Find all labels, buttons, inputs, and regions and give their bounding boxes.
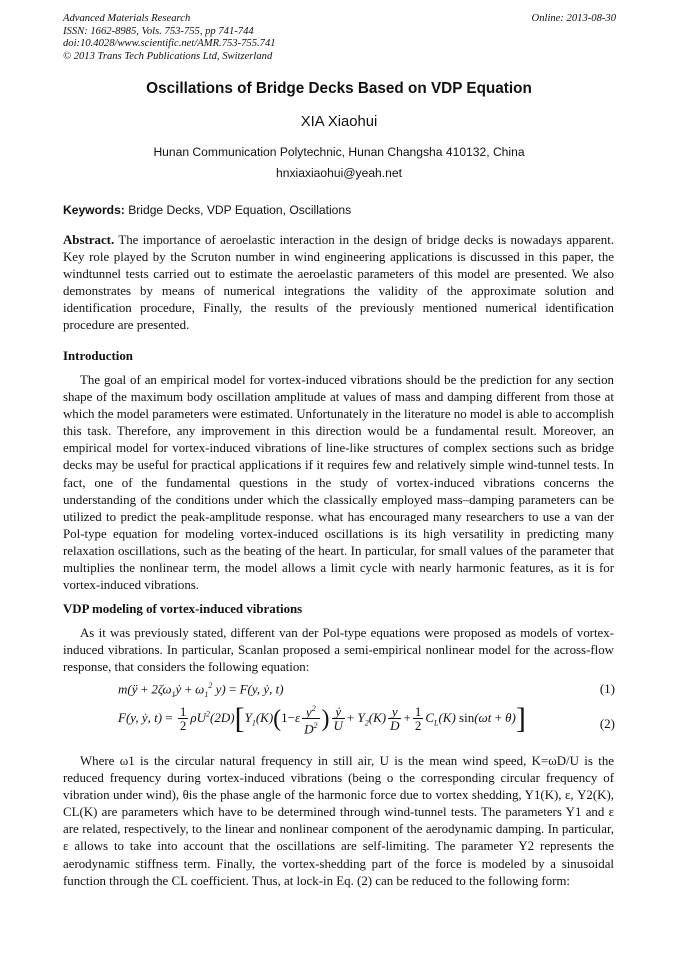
vdp-intro-text: As it was previously stated, different van der Pol-type equations were proposed as models of vortex-induced vibrations. In particular, Scanlan proposed a semi-empirical nonlinear model for the across-flow response, that considers the following equation: bbox=[63, 626, 614, 675]
paper-title: Oscillations of Bridge Decks Based on VDP Equation bbox=[146, 80, 532, 97]
journal-name: Advanced Materials Research bbox=[63, 13, 191, 24]
vdp-explanation bbox=[63, 753, 614, 890]
introduction-heading: Introduction bbox=[63, 349, 133, 363]
introduction-body bbox=[63, 372, 614, 594]
issn-line: ISSN: 1662-8985, Vols. 753-755, pp 741-744 bbox=[63, 25, 254, 37]
vdp-intro bbox=[63, 625, 614, 676]
equation-1: m(ÿ + $2\zeta\omega_1ẏ + \omega_1^2$ y) = F(y, ẏ, t) bbox=[118, 681, 284, 699]
abstract-label: Abstract. bbox=[63, 233, 115, 247]
abstract-text: The importance of aeroelastic interaction in the design of bridge decks is nowadays apparent. Key role played by the Scruton number in wind engineering applications is discussed in this paper, the windtunnel tests carried out to estimate the aeroelastic parameters of this model are presented. We also demonstrates by means of numerical integrations the validity of the approximate solution and identification procedure, Finally, the results of the previously mentioned numerical identification procedure are presented. bbox=[63, 233, 615, 333]
copyright-line: © 2013 Trans Tech Publications Ltd, Switzerland bbox=[63, 50, 273, 62]
vdp-heading: VDP modeling of vortex-induced vibrations bbox=[63, 602, 303, 616]
affiliation: Hunan Communication Polytechnic, Hunan Changsha 410132, China bbox=[153, 145, 525, 159]
vdp-explanation-text: Where ω1 is the circular natural frequency in still air, U is the mean wind speed, K=ωD/U is the reduced frequency during vortex-induced vibrations (being o the corresponding circular frequency of vibration under wind), θis the phase angle of the harmonic force due to vortex shedding, Y1(K), ε, Y2(K), CL(K) are parameters which have to be determined through wind-tunnel tests. The parameters Y1 and ε are related, respectively, to the linear and nonlinear component of the aerodynamic damping. In particular, ε allows to take into account that the oscillations are self-limiting. The parameter Y2 represents the aerodynamic stiffness term. Finally, the vortex-shedding part of the force is modeled by a sinusoidal function through the CL coefficient. Thus, at lock-in Eq. (2) can be reduced to the following form: bbox=[63, 754, 614, 888]
keywords bbox=[63, 203, 351, 217]
keywords-label: Keywords: bbox=[63, 203, 125, 217]
doi-line: doi:10.4028/www.scientific.net/AMR.753-755.741 bbox=[63, 38, 276, 50]
journal-header bbox=[63, 13, 483, 63]
abstract bbox=[63, 232, 614, 335]
author-name: XIA Xiaohui bbox=[300, 114, 378, 130]
keywords-text: Bridge Decks, VDP Equation, Oscillations bbox=[128, 203, 352, 217]
online-date: Online: 2013-08-30 bbox=[531, 13, 616, 24]
author-email: hnxiaxiaohui@yeah.net bbox=[276, 166, 402, 180]
introduction-text: The goal of an empirical model for vortex-induced vibrations should be the prediction for any section shape of the maximum body oscillation amplitude at values of mass and damping different from those at which the model parameters were estimated. Unfortunately in the literature no model is able to accomplish this task. Therefore, any improvement in this direction would be a fundamental result. Moreover, an empirical model for vortex-induced vibrations of line-like structures of complex sections such as bridge decks may be useful for practical applications if it requires few and relatively simple wind-tunnel tests. In fact, one of the fundamental questions in the study of vortex-induced vibrations concerns the understanding of the conditions under which the classically employed mass–damping parameters can be utilized to predict the peak-amplitude response. what has encouraged many researchers to use a van der Pol-type equation for modeling vortex-induced oscillations is its high versatility in predicting many relaxation oscillations, such as the beating of the heart. In particular, for small values of the parameter that multiplies the nonlinear term, the model allows a limit cycle with nearly harmonic features, as it is for vortex-induced vibrations. bbox=[63, 373, 614, 593]
equation-1-number: (1) bbox=[599, 681, 615, 696]
equation-2-number: (2) bbox=[599, 716, 615, 731]
equation-2: F(y, ẏ, t) = $\frac{1}{2}$ $\rho U^2(2D)[Y_1(K)(1-\varepsilon$ $\frac{y^2}{D^2}$ ) $\frac{\text{ẏ}}{U}$ + $Y_2(K)$ $\frac{y}{D}$ + $\frac{1}{2}$ $C_L(K) \sin(\omega t + \theta)$] bbox=[118, 701, 526, 737]
